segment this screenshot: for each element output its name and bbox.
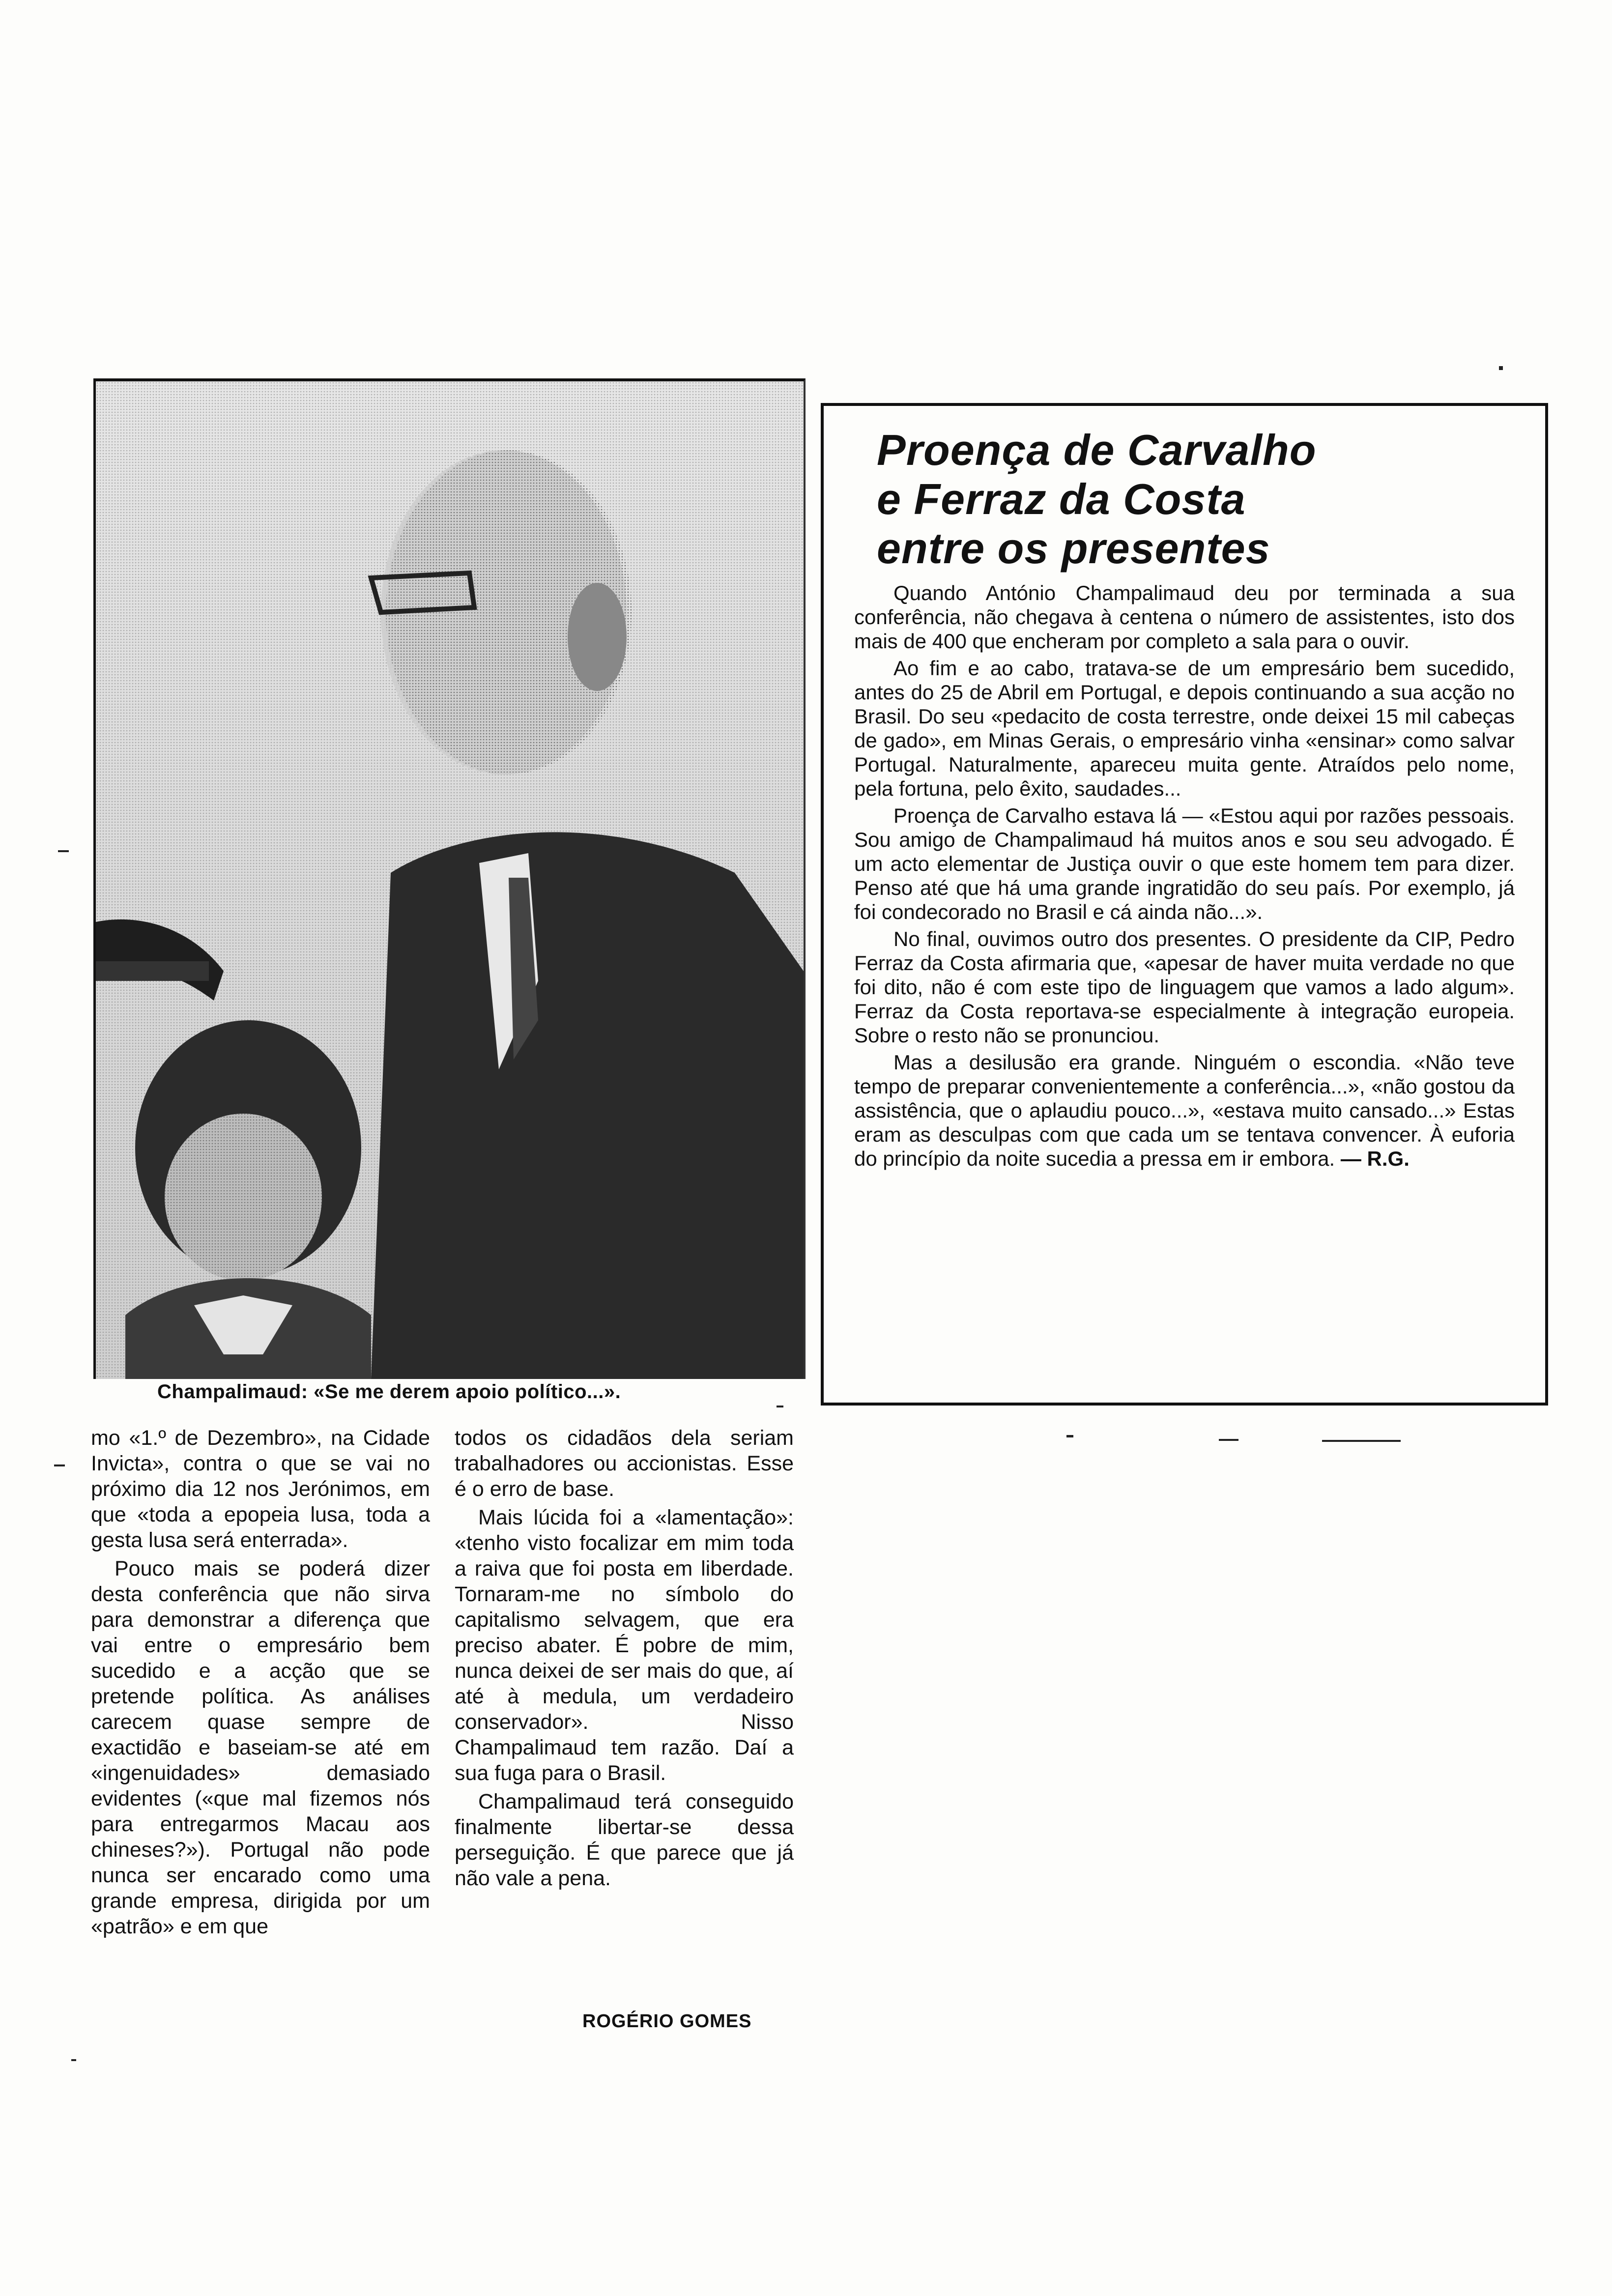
paragraph bbox=[854, 1050, 1515, 1171]
article-column-2 bbox=[455, 1425, 794, 1894]
scan-speck bbox=[1066, 1435, 1073, 1437]
paragraph: mo «1.º de Dezembro», na Cidade Invicta», contra o que se vai no próximo dia 12 nos Jerónimos, em que «toda a epopeia lusa, toda a gesta lusa será enterrada». bbox=[91, 1426, 430, 1552]
headline-line: entre os presentes bbox=[877, 524, 1270, 573]
paragraph: Pouco mais se poderá dizer desta conferência que não sirva para demonstrar a diferença que vai entre o empresário bem sucedido e a acção que se pretende política. As análises carecem quase sempre de exactidão e baseiam-se até em «ingenuidades» demasiado evidentes («que mal fizemos nós para entregarmos Macau aos chineses?»). Portugal não pode nunca ser encarado como uma grande empresa, dirigida por um «patrão» e em que bbox=[91, 1557, 430, 1938]
paragraph: Ao fim e ao cabo, tratava-se de um empresário bem sucedido, antes do 25 de Abril em Portugal, e depois continuando a sua acção no Brasil. Do seu «pedacito de costa terrestre, onde deixei 15 mil cabeças de gado», em Minas Gerais, o empresário vinha «ensinar» como salvar Portugal. Naturalmente, apareceu muita gente. Atraídos pelo nome, pela fortuna, pelo êxito, saudades... bbox=[854, 657, 1515, 800]
photo-caption: Champalimaud: «Se me derem apoio político...». bbox=[157, 1381, 621, 1403]
sidebar-article-box bbox=[821, 403, 1548, 1406]
scan-speck bbox=[71, 2059, 76, 2061]
scan-speck bbox=[1219, 1439, 1238, 1441]
scan-speck bbox=[54, 1464, 65, 1466]
paragraph: Mais lúcida foi a «lamentação»: «tenho visto focalizar em mim toda a raiva que foi posta em liberdade. Tornaram-me no símbolo do capitalismo selvagem, que era preciso abater. É pobre de mim, nunca deixei de ser mais do que, aí até à medula, um verdadeiro conservador». Nisso Champalimaud tem razão. Daí a sua fuga para o Brasil. bbox=[455, 1506, 794, 1785]
sidebar-headline bbox=[877, 426, 1515, 573]
scan-speck bbox=[777, 1406, 783, 1407]
headline-line: e Ferraz da Costa bbox=[877, 475, 1246, 523]
paragraph: todos os cidadãos dela seriam trabalhadores ou accionistas. Esse é o erro de base. bbox=[455, 1426, 794, 1501]
article-column-1 bbox=[91, 1425, 430, 1942]
halftone-photo bbox=[96, 381, 804, 1379]
paragraph: Proença de Carvalho estava lá — «Estou aqui por razões pessoais. Sou amigo de Champalimaud há muitos anos e sou seu advogado. É um acto elementar de Justiça ouvir o que este homem tem para dizer. Penso até que há uma grande ingratidão do seu país. Por exemplo, já foi condecorado no Brasil e cá ainda não...». bbox=[854, 804, 1515, 923]
scan-speck bbox=[1322, 1440, 1401, 1442]
paragraph: No final, ouvimos outro dos presentes. O presidente da CIP, Pedro Ferraz da Costa afirmaria que, «apesar de haver muita verdade no que foi dito, não é com este tipo de linguagem que vamos a lado algum». Ferraz da Costa reportava-se especialmente à integração europeia. Sobre o resto não se pronunciou. bbox=[854, 927, 1515, 1047]
sidebar-body bbox=[854, 581, 1515, 1171]
scan-speck bbox=[1499, 366, 1503, 370]
photo-champalimaud bbox=[93, 378, 806, 1379]
signature: — R.G. bbox=[1340, 1147, 1410, 1170]
paragraph: Quando António Champalimaud deu por terminada a sua conferência, não chegava à centena o número de assistentes, isto dos mais de 400 que encheram por completo a sala para o ouvir. bbox=[854, 581, 1515, 653]
byline: ROGÉRIO GOMES bbox=[582, 2011, 752, 2032]
headline-line: Proença de Carvalho bbox=[877, 426, 1317, 474]
paragraph-text: Mas a desilusão era grande. Ninguém o escondia. «Não teve tempo de preparar convenientemente a conferência...», «não gostou da assistência, que o aplaudiu pouco...», «estava muito cansado...» Estas eram as desculpas com que cada um se tentava convencer. À euforia do princípio da noite sucedia a pressa em ir embora. bbox=[854, 1051, 1515, 1170]
scan-speck bbox=[58, 850, 69, 852]
paragraph: Champalimaud terá conseguido finalmente libertar-se dessa perseguição. É que parece que já não vale a pena. bbox=[455, 1790, 794, 1890]
